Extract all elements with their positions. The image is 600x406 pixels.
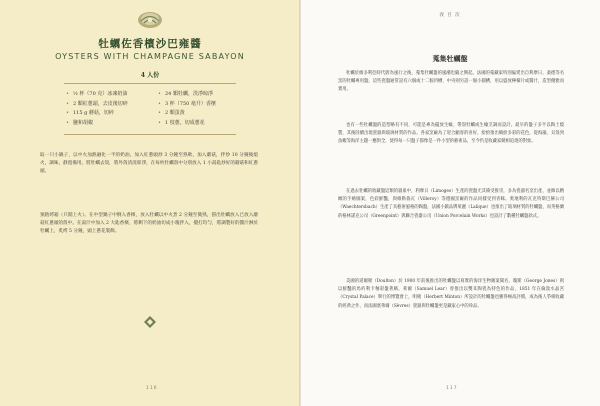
running-head: 義 目 次 xyxy=(439,13,461,18)
ingredient-item: • 3 杯（750 毫升）香檳 xyxy=(158,100,216,107)
divider-bottom xyxy=(64,134,236,135)
body-paragraph: 美國的道爾頓（Doulton）於 1900 年前後推出的牡蠣盤以寫實的海洋生物圖案聞名，瓊斯（George Jones）則以鮮豔的馬約利卡釉彩盤著稱。萊爾（Samuel Lear）曾推出以雙耳陶瓷為特色的作品，1851 年在倫敦水晶宮（Crystal Palace）舉行的博覽會上，明頓（Herbert Minton）所設計的牡蠣盤也獲得極高評價，成為後人爭相收藏的經典之作，而法國塞弗爾（Sèvres）瓷器與牡蠣盤更是藏家心中的珍品。 xyxy=(338,279,564,309)
recipe-title: 牡蠣佐香檳沙巴雍醬 xyxy=(98,38,202,50)
ingredient-item: • 鹽和胡椒 xyxy=(66,119,94,126)
body-paragraph: 也有一些牡蠣盤的造型略有不同，可能是專為擺放生蠔、帶殼牡蠣或生蠔烹調而設計。最早的盤子多半以陶土燒製，其後陸續出現瓷器與玻璃材質的作品。各家窯廠為了迎合顧客的喜好，紛紛推出繽紛多彩的花色，從海藻、貝殼到魚蝦等海洋主題一應俱全，使得每一只盤子都像是一件小型的藝術品，至今仍是收藏家競相追逐的對象。 xyxy=(338,123,564,145)
ingredient-item: • ½ 杯（70 克）冰凍奶油 xyxy=(66,91,128,97)
diamond-ornament-icon xyxy=(144,316,156,328)
method-paragraph-2: 預熱烤箱（只開上火）。在中型鍋子中倒入香檳，放入牡蠣以中火煮 2 分鐘至微熟，撈出牡蠣放入已放入蘑菇紅蔥頭的殼中。在湯汁中加入 2 大匙香檳，將剩下的奶油切成小塊拌入，攪打均勻，將調製好的醬汁淋於牡蠣上，炙烤 5 分鐘，頭上蔥花裝飾。 xyxy=(40,213,258,235)
ingredient-item: • 24 顆牡蠣，洗淨晾淨 xyxy=(158,91,213,97)
right-page xyxy=(300,0,600,406)
book-gutter xyxy=(299,0,301,406)
ingredient-list-left xyxy=(66,90,128,128)
ingredient-item: • 2 顆蛋黃 xyxy=(158,110,185,117)
ingredient-item: • 1 枝蔥，切成蔥花 xyxy=(158,119,205,126)
page-number-left: 116 xyxy=(146,386,158,391)
ingredient-item: • 115 g 蘑菇，切碎 xyxy=(66,110,114,117)
oyster-illustration xyxy=(135,8,165,30)
section-title: 蒐集牡蠣盤 xyxy=(432,54,468,63)
ingredient-item: • 2 顆紅蔥頭，去皮後切碎 xyxy=(66,100,128,107)
divider-top xyxy=(64,83,236,84)
body-paragraph: 牡蠣於維多利亞時代蔚為風行之後，蒐集牡蠣盤的風潮也隨之興起。法國的蒐藏家特別偏愛出自利摩日、桑德等名窯的牡蠣專用盤，這些瓷盤通常設有六個或十二個凹槽，中央則另設一個小圓槽，用以盛放檸檬片或醬汁，造型優雅而實用。 xyxy=(338,71,564,93)
servings: 4 人份 xyxy=(140,72,160,79)
page-number-right: 117 xyxy=(446,386,458,391)
ingredient-list-right xyxy=(158,90,216,128)
method-paragraph-1: 取一只小鍋子，以中火加熱融化一半的奶油，加入紅蔥頭炒 3 分鐘至熟軟，加入蘑菇，拌炒 10 分鐘後熄火，調味，靜置備用。將牡蠣去殼，將外殼清洗晾淨，在每枚牡蠣殼中分別放入 1 小湯匙炒好的蘑菇和紅蔥頭。 xyxy=(40,153,258,175)
recipe-title-english: OYSTERS WITH CHAMPAGNE SABAYON xyxy=(55,52,245,61)
body-paragraph: 在過去牡蠣的收藏盤這類的器皿中，利摩日（Limoges）生產的瓷盤尤其備受推崇，多為瓷器名窯出產，並飾以精緻的手繪圖案，色彩鮮豔，與維勒魯瓦（Villeroy）等德國窯廠的作品同樣受到青睞。奧地利的瓦克特斯巴赫公司（Waechtersbach）生產了具藝術風格的陶盤，法國小鎮品牌萊麗（Lalique）也推出了玻璃材質的牡蠣盤，而英格蘭的格林諾克公司（Greenpoint）與聯合瓷器公司（Union Porcelain Works）也設計了數種牡蠣盤款式。 xyxy=(338,189,564,219)
